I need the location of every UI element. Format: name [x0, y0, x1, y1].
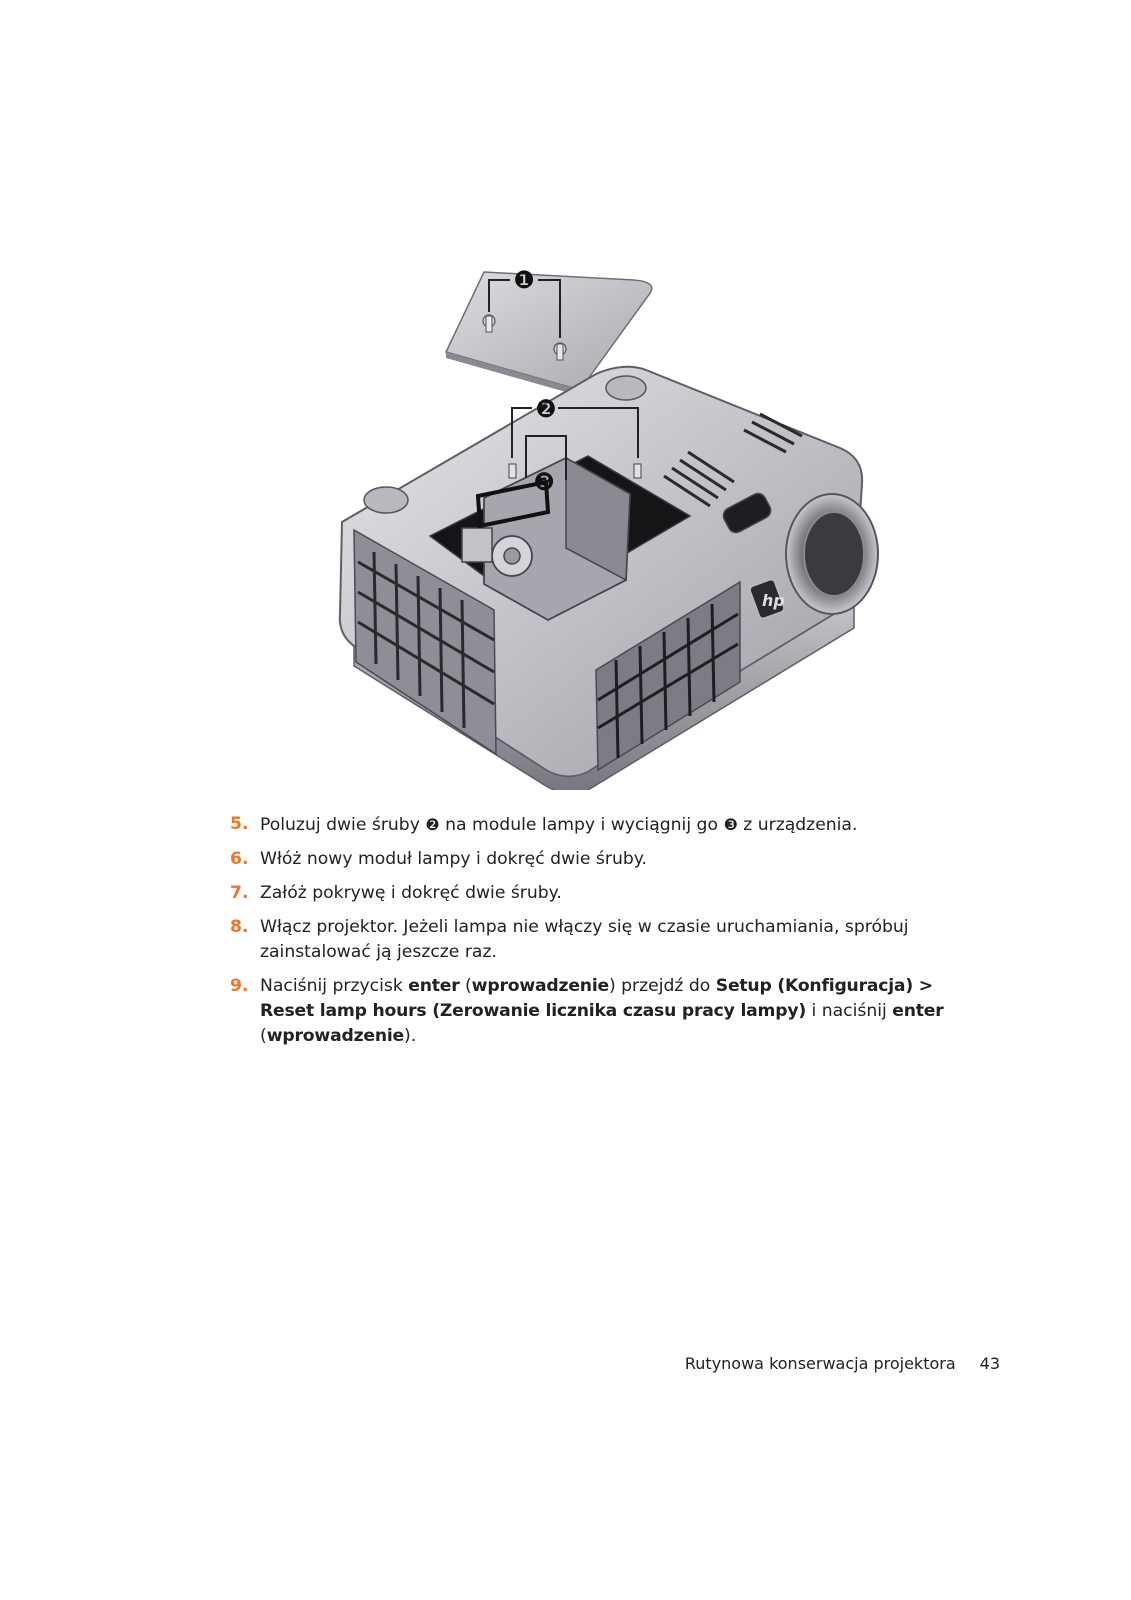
step-text: Włącz projektor. Jeżeli lampa nie włączy się w czasie uruchamiania, spróbuj zainstalować ją jeszcze raz. [260, 917, 909, 962]
procedure-steps [230, 812, 990, 1058]
step-8 [230, 915, 990, 965]
footer-section-title: Rutynowa konserwacja projektora [684, 1354, 956, 1373]
page-number: 43 [979, 1354, 1000, 1373]
callout-ref-2: ❷ [425, 815, 440, 834]
step-number: 5. [230, 814, 249, 834]
projector-lens [786, 494, 878, 614]
enter-key-translation: wprowadzenie [266, 1026, 405, 1046]
step-number: 9. [230, 976, 249, 996]
step-text: Włóż nowy moduł lampy i dokręć dwie śruby. [260, 849, 647, 869]
enter-key-label: enter [408, 976, 460, 996]
svg-text:hp: hp [762, 591, 785, 610]
projector-lamp-replacement-illustration [334, 262, 886, 790]
enter-key-translation: wprowadzenie [471, 976, 609, 996]
step-number: 8. [230, 917, 249, 937]
callout-ref-3: ❸ [723, 815, 738, 834]
step-5: 5. Poluzuj dwie śruby ❷ na module lampy i wyciągnij go ❸ z urządzenia. [230, 814, 858, 835]
step-text: Załóż pokrywę i dokręć dwie śruby. [260, 883, 562, 903]
step-9: 9. Naciśnij przycisk enter (wprowadzenie) przejdź do Setup (Konfiguracja) > Reset lamp hours (Zerowanie licznika czasu pracy lampy) i naciśnij enter (wprowadzenie). [230, 976, 944, 1046]
menu-path: Setup (Konfiguracja) > Reset lamp hours (Zerowanie licznika czasu pracy lampy) [260, 976, 933, 1021]
callout-2: ❷ [535, 395, 557, 423]
step-number: 7. [230, 883, 249, 903]
enter-key-label: enter [892, 1001, 944, 1021]
page-footer [685, 1354, 1000, 1373]
callout-1: ❶ [513, 266, 535, 294]
step-7 [230, 881, 990, 906]
step-number: 6. [230, 849, 249, 869]
callout-3: ❸ [533, 468, 555, 496]
step-6 [230, 847, 990, 872]
